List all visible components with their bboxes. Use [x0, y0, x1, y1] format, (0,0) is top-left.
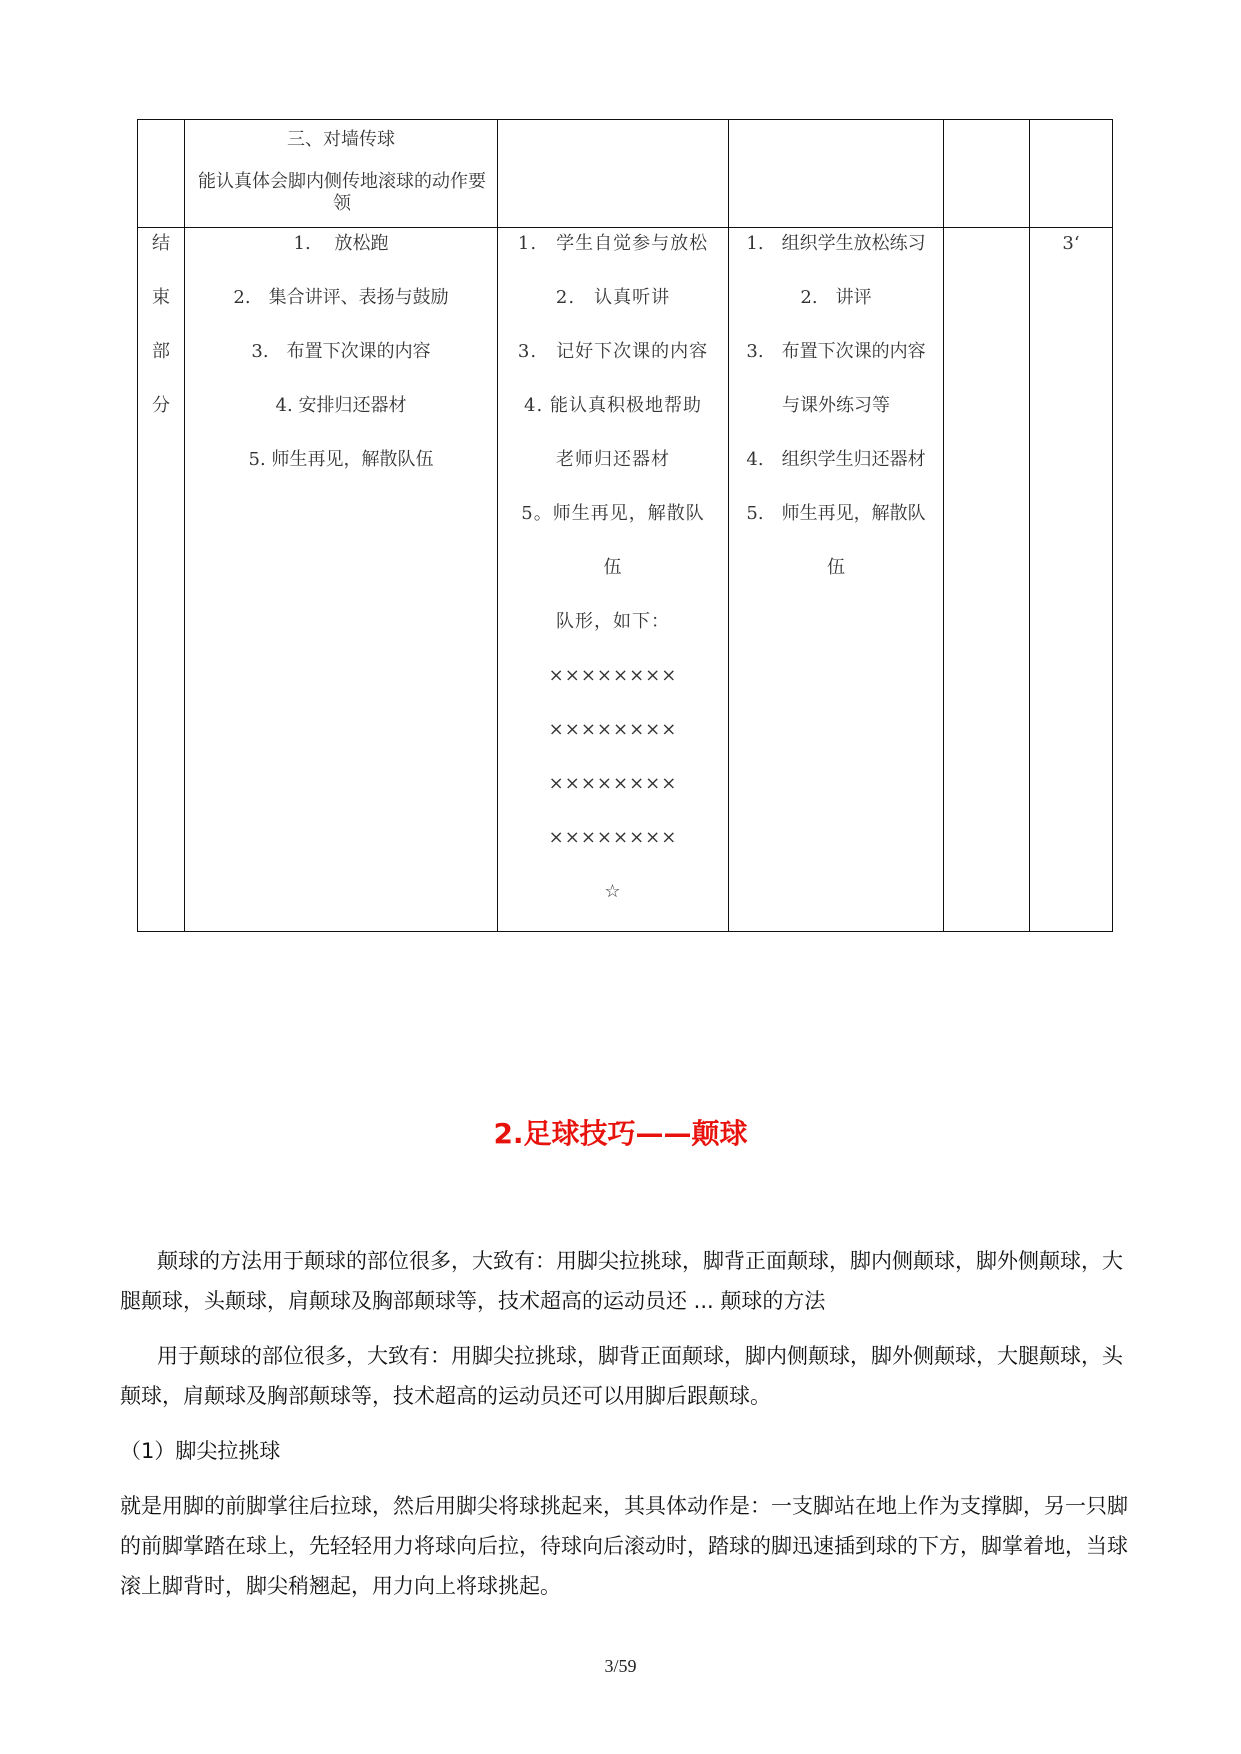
teacher-star-icon: ☆: [604, 881, 622, 902]
content-line: 三、对墙传球: [287, 129, 395, 150]
paragraph: 就是用脚的前脚掌往后拉球，然后用脚尖将球挑起来，其具体动作是：一支脚站在地上作为支撑脚，另一只脚的前脚掌踏在球上，先轻轻用力将球向后拉，待球向后滚动时，踏球的脚迅速插到球的下方，脚掌着地，当球滚上脚背时，脚尖稍翘起，用力向上将球挑起。: [120, 1494, 1128, 1598]
teacher-activity-cell: [729, 228, 944, 932]
content-lines: [185, 125, 497, 151]
content-line: 1. 放松跑: [293, 233, 389, 254]
section-char: 部: [152, 341, 170, 362]
paragraph: 用于颠球的部位很多，大致有：用脚尖拉挑球，脚背正面颠球，脚内侧颠球，脚外侧颠球，大腿颠球，头颠球，肩颠球及胸部颠球等，技术超高的运动员还可以用脚后跟颠球。: [120, 1344, 1123, 1408]
activity-line: 老师归还器材: [556, 449, 670, 470]
section-cell: [138, 228, 185, 932]
time-lines: [1030, 228, 1112, 283]
formation-label: 队形，如下：: [556, 611, 670, 632]
article-title: 2.足球技巧——颠球: [493, 1117, 748, 1150]
time-cell: [1030, 228, 1113, 932]
time-value: 3‘: [1062, 233, 1080, 254]
activity-line: 5。师生再见，解散队: [521, 503, 705, 524]
content-line: 4. 安排归还器材: [275, 395, 407, 416]
formation-row: ××××××××: [548, 827, 678, 848]
content-lines: [185, 228, 497, 499]
activity-line: 1. 组织学生放松练习: [746, 233, 926, 254]
paragraph: 颠球的方法用于颠球的部位很多，大致有：用脚尖拉挑球，脚背正面颠球，脚内侧颠球，脚外侧颠球，大腿颠球，头颠球，肩颠球及胸部颠球等，技术超高的运动员还 ... 颠球的方法: [120, 1249, 1123, 1313]
activity-line: 3. 布置下次课的内容: [746, 341, 926, 362]
extra-cell: [944, 120, 1030, 228]
teacher-activity-lines: [729, 228, 943, 607]
section-label: [138, 228, 184, 445]
content-cell: [185, 228, 498, 932]
content-line: 5. 师生再见，解散队伍: [248, 449, 434, 470]
activity-line: 5. 师生再见，解散队: [746, 503, 926, 524]
article-body: [120, 1241, 1130, 1621]
student-activity-cell: [498, 120, 729, 228]
formation-row: ××××××××: [548, 719, 678, 740]
subheading: （1）脚尖拉挑球: [120, 1439, 281, 1463]
activity-line: 4. 组织学生归还器材: [746, 449, 926, 470]
student-activity-lines: [498, 228, 728, 931]
activity-line: 伍: [603, 557, 623, 578]
student-activity-cell: [498, 228, 729, 932]
activity-line: 2. 认真听讲: [555, 287, 671, 308]
table-row: [138, 120, 1113, 228]
section-char: 分: [152, 395, 170, 416]
teacher-activity-cell: [729, 120, 944, 228]
extra-cell: [944, 228, 1030, 932]
page-number: 3/59: [604, 1656, 637, 1676]
activity-line: 3. 记好下次课的内容: [517, 341, 709, 362]
section-cell: [138, 120, 185, 228]
lesson-plan-table: [137, 119, 1113, 932]
activity-line: 2. 讲评: [800, 287, 872, 308]
content-note: 能认真体会脚内侧传地滚球的动作要领: [198, 171, 486, 214]
section-char: 结: [152, 233, 170, 254]
content-line: 3. 布置下次课的内容: [251, 341, 431, 362]
activity-line: 伍: [827, 557, 845, 578]
time-cell: [1030, 120, 1113, 228]
content-line: 2. 集合讲评、表扬与鼓励: [233, 287, 449, 308]
content-cell: [185, 120, 498, 228]
formation-row: ××××××××: [548, 773, 678, 794]
section-char: 束: [152, 287, 170, 308]
formation-row: ××××××××: [548, 665, 678, 686]
activity-line: 与课外练习等: [782, 395, 890, 416]
activity-line: 4. 能认真积极地帮助: [524, 395, 702, 416]
activity-line: 1. 学生自觉参与放松: [517, 233, 709, 254]
table-row: [138, 228, 1113, 932]
